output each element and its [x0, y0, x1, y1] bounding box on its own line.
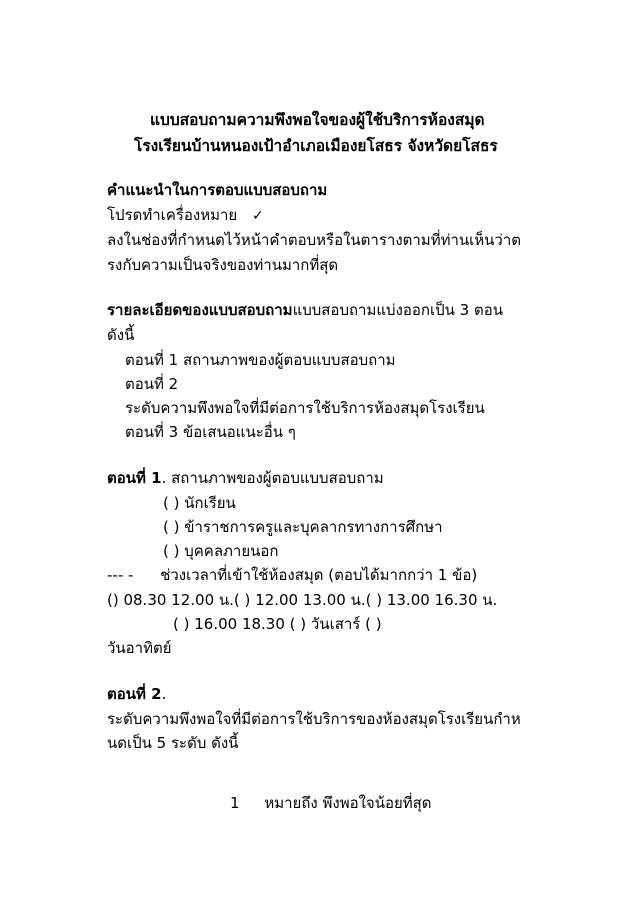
part2-heading-bold: ตอนที่ 2: [107, 685, 162, 703]
part1-time-line1: () 08.30 12.00 น.( ) 12.00 13.00 น.( ) 13.00 16.30 น.: [107, 591, 498, 609]
part2-line1: ระดับความพึงพอใจที่มีต่อการใช้บริการของห้องสมุดโรงเรียนกำห: [107, 710, 521, 728]
details-line2: ดังนี้: [107, 326, 135, 344]
part1-time-prefix: --- -: [107, 566, 134, 584]
details-heading-bold: รายละเอียดของแบบสอบถาม: [107, 301, 293, 319]
part2-scale-text: หมายถึง พึงพอใจน้อยที่สุด: [264, 794, 432, 812]
details-heading-rest: แบบสอบถามแบ่งออกเป็น 3 ตอน: [292, 301, 503, 319]
part1-option-teacher: ( ) ข้าราชการครูและบุคลากรทางการศึกษา: [163, 518, 443, 536]
survey-title-line2: โรงเรียนบ้านหนองเป้าอำเภอเมืองยโสธร จังหวัดยโสธร: [134, 137, 498, 155]
part2-heading-rest: .: [161, 685, 167, 703]
details-item-part2-desc: ระดับความพึงพอใจที่มีต่อการใช้บริการห้องสมุดโรงเรียน: [125, 399, 485, 417]
details-item-part3: ตอนที่ 3 ข้อเสนอแนะอื่น ๆ: [125, 423, 296, 441]
instructions-heading: คำแนะนำในการตอบแบบสอบถาม: [107, 181, 328, 199]
part2-heading: [107, 684, 166, 704]
instructions-line3: รงกับความเป็นจริงของท่านมากที่สุด: [107, 256, 339, 274]
part1-time-line2: ( ) 16.00 18.30 ( ) วันเสาร์ ( ): [173, 615, 382, 633]
part1-heading: [107, 468, 384, 488]
part2-scale-number: 1: [230, 794, 240, 812]
part1-option-student: ( ) นักเรียน: [163, 494, 236, 512]
part1-option-outsider: ( ) บุคคลภายนอก: [163, 542, 279, 560]
part2-line2: นดเป็น 5 ระดับ ดังนี้: [107, 734, 239, 752]
part1-heading-bold: ตอนที่ 1: [107, 469, 162, 487]
details-item-part1: ตอนที่ 1 สถานภาพของผู้ตอบแบบสอบถาม: [125, 351, 396, 369]
part2-scale-row: [230, 793, 432, 813]
part1-heading-rest: . สถานภาพของผู้ตอบแบบสอบถาม: [161, 469, 384, 487]
instructions-text: โปรดทำเครื่องหมาย: [107, 206, 238, 224]
survey-title-line1: แบบสอบถามความพึงพอใจของผู้ใช้บริการห้องสมุด: [150, 111, 485, 129]
part1-time-row: [107, 565, 477, 585]
details-heading: [107, 300, 503, 320]
check-mark-icon: ✓: [252, 208, 264, 224]
part1-time-question: ช่วงเวลาที่เข้าใช้ห้องสมุด (ตอบได้มากกว่า 1 ข้อ): [160, 566, 478, 584]
instructions-line2: ลงในช่องที่กำหนดไว้หน้าคำตอบหรือในตารางตามที่ท่านเห็นว่าต: [107, 231, 522, 249]
details-item-part2: ตอนที่ 2: [125, 375, 179, 393]
part1-time-line3: วันอาทิตย์: [107, 639, 172, 657]
instructions-line1: [107, 205, 264, 226]
